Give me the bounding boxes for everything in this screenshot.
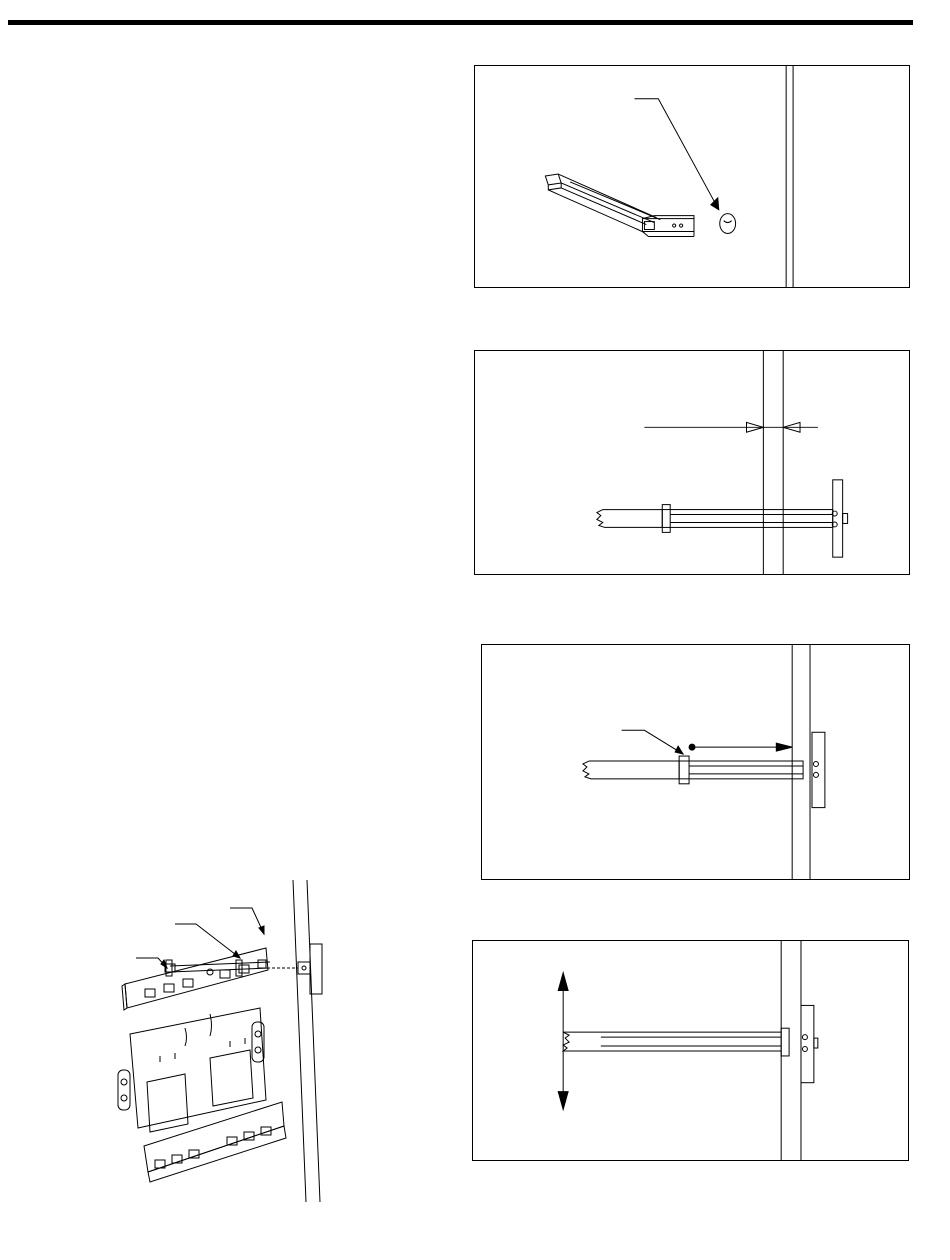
wall-plate (298, 944, 322, 994)
leader-line (622, 730, 683, 754)
leader-arrowhead (711, 198, 719, 210)
wall-edge-left (293, 880, 306, 1202)
figure-bracket-arm (474, 65, 910, 288)
bracket-arm (545, 174, 694, 236)
direction-arrowhead (776, 743, 792, 751)
header-rule (8, 20, 913, 25)
wall-gap-drawing (475, 351, 909, 574)
figure-mount-assembly (100, 876, 340, 1202)
leader-line (635, 99, 719, 210)
side-bracket-left (118, 1070, 130, 1110)
rod-assembly (597, 480, 848, 557)
figure-vertical-adjust (472, 940, 909, 1161)
vertical-adjust-drawing (473, 941, 908, 1160)
figure-wall-gap (474, 350, 910, 575)
leader-arrowhead-a (259, 926, 264, 934)
bottom-rail (144, 1102, 286, 1182)
figure-slide-collar (481, 644, 910, 880)
leader-line-b (175, 924, 240, 958)
ball-detail (724, 221, 732, 223)
mount-assembly-drawing (100, 876, 340, 1202)
slide-collar-drawing (482, 645, 909, 879)
arrow-up-head (558, 973, 568, 991)
leader-arrowhead (675, 746, 683, 754)
leader-line-a (230, 908, 264, 934)
rod-assembly (583, 732, 825, 807)
arrow-down-head (558, 1092, 568, 1110)
top-rail (122, 948, 268, 1010)
ball-part (720, 214, 736, 234)
rod-assembly (563, 1005, 818, 1082)
wall-edge-right (307, 880, 320, 1202)
bracket-arm-drawing (475, 66, 909, 287)
